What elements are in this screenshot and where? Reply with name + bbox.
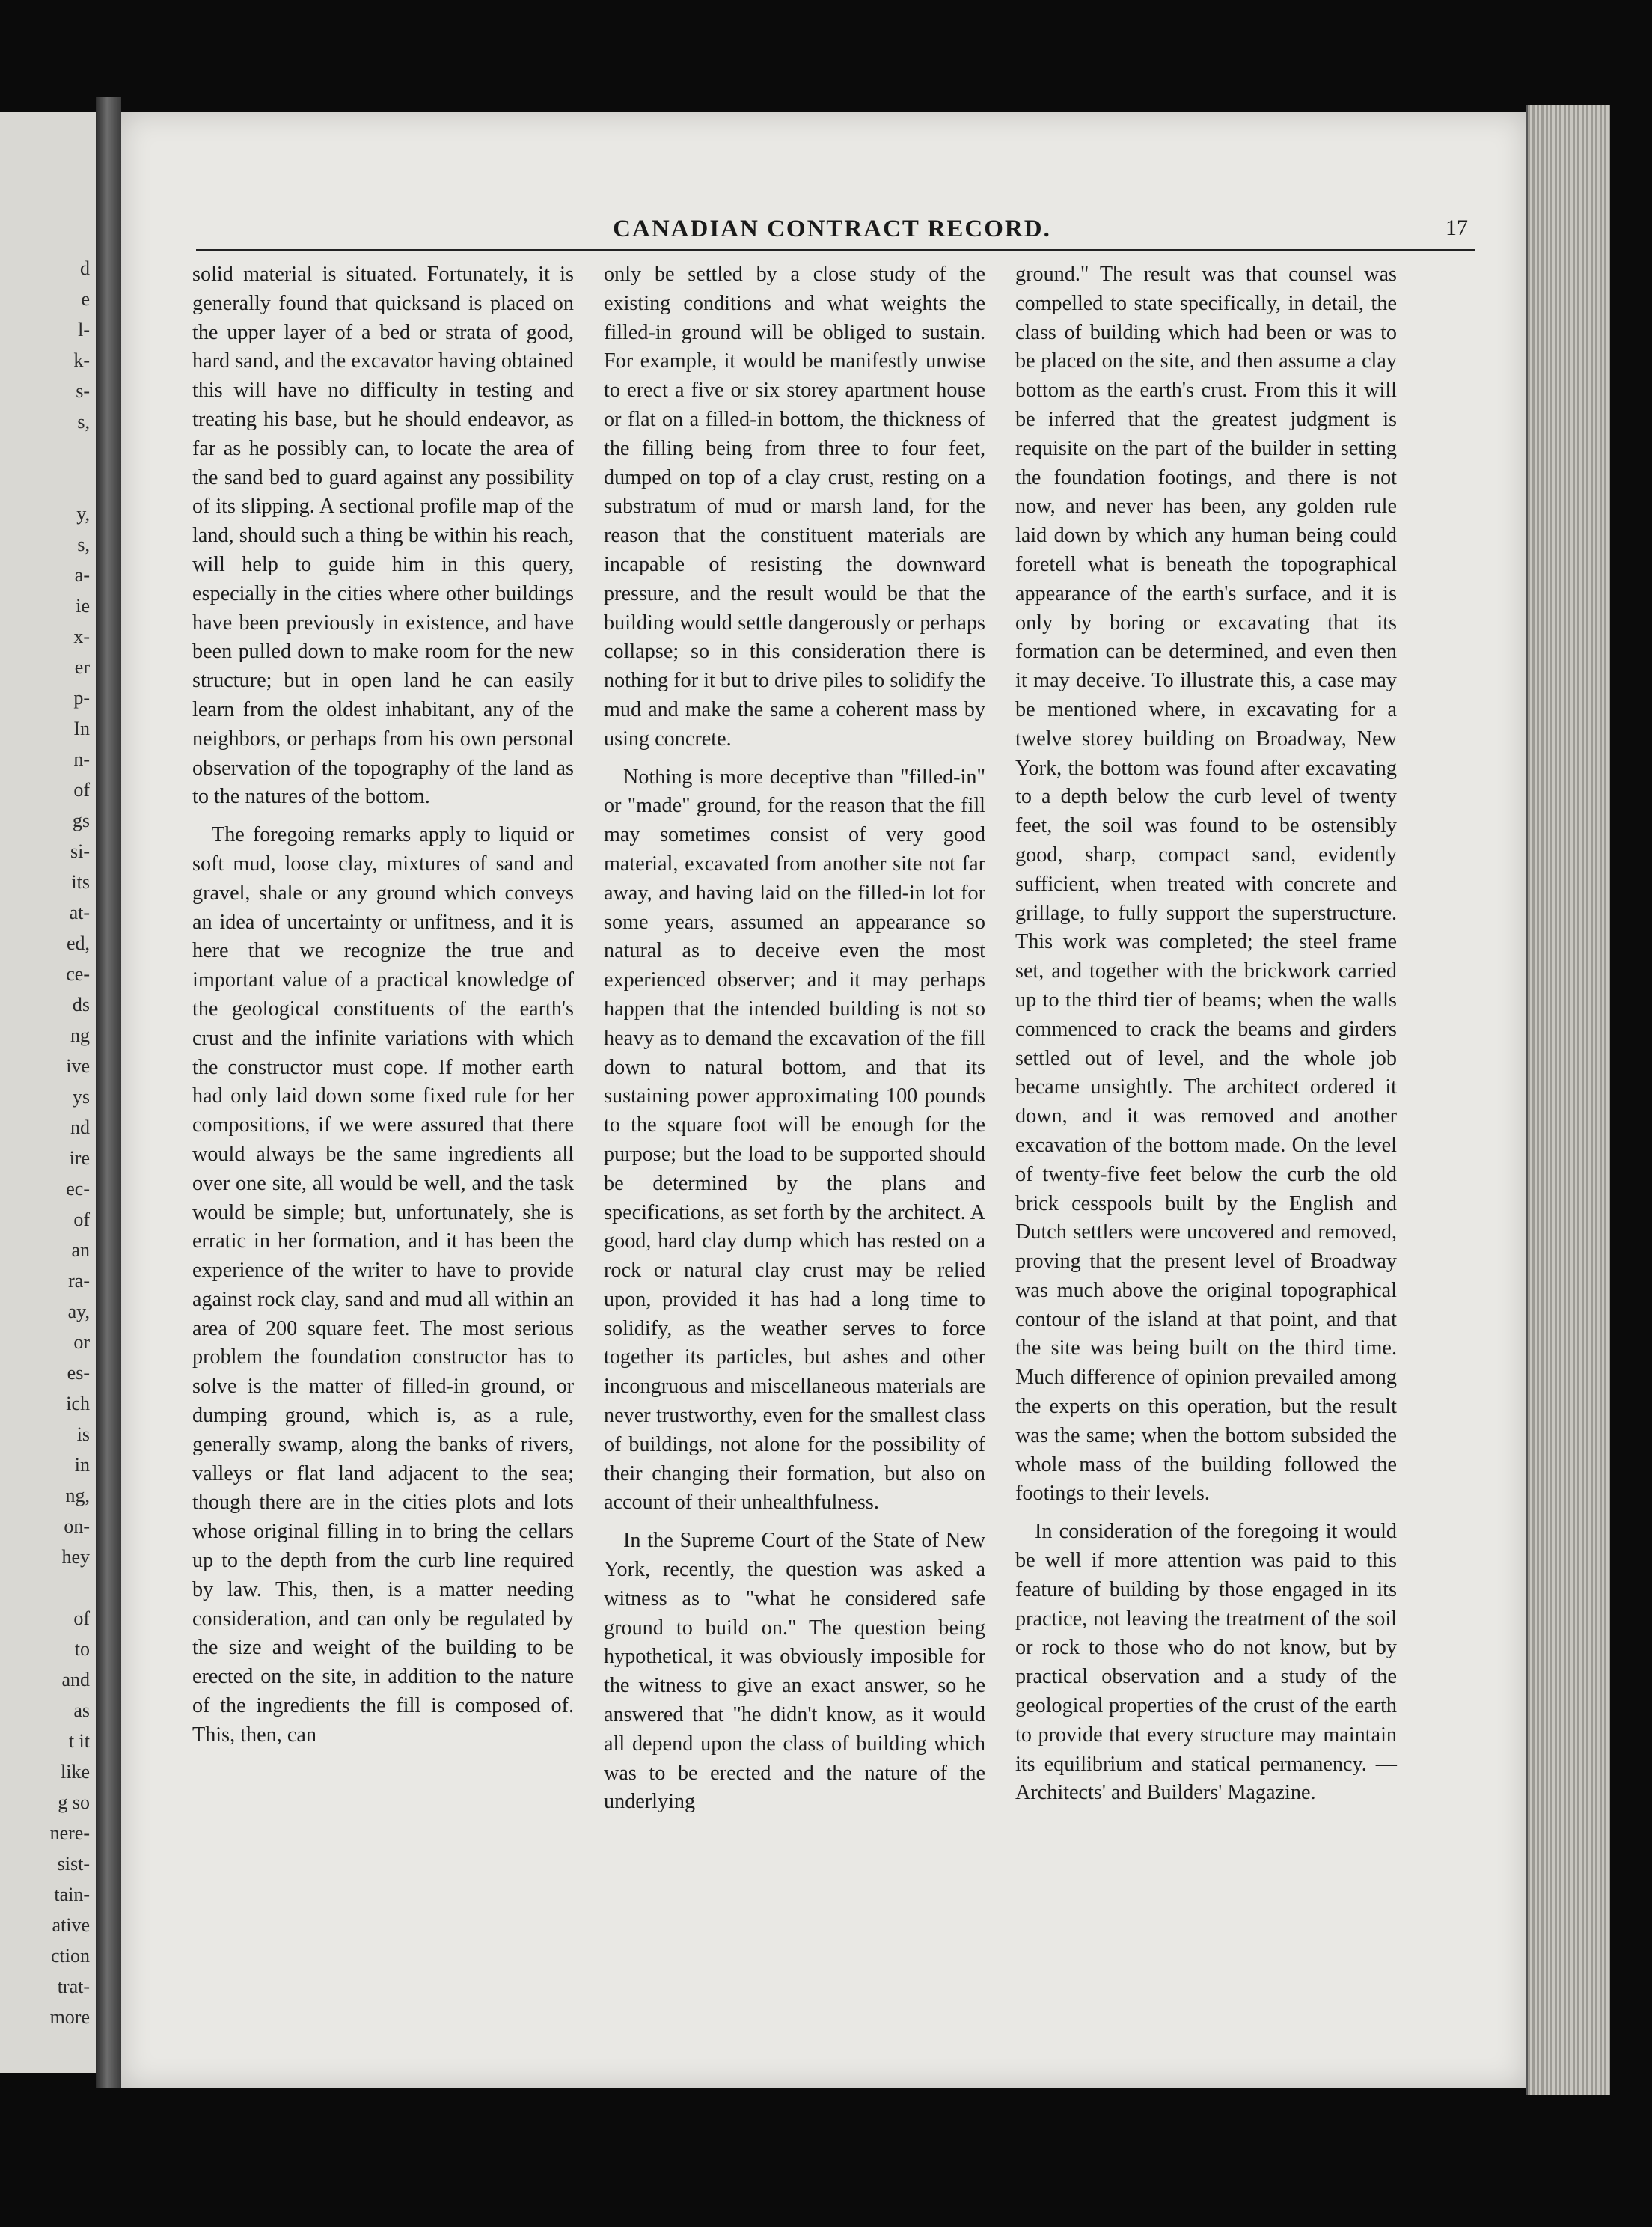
facing-page-fragment: ys (72, 1086, 90, 1108)
facing-page-fragment: tain- (54, 1884, 90, 1905)
facing-page-fragment: ay, (67, 1301, 90, 1322)
facing-page-fragment: more (49, 2006, 90, 2028)
facing-page (0, 112, 96, 2073)
facing-page-fragment: of (73, 779, 90, 801)
facing-page-fragment: nere- (49, 1822, 90, 1844)
facing-page-fragment: k- (73, 349, 90, 371)
facing-page-fragment: is (76, 1423, 90, 1445)
facing-page-fragment: s, (77, 534, 90, 555)
facing-page-fragment: its (71, 871, 90, 893)
facing-page-fragment: an (71, 1239, 90, 1261)
facing-page-fragment: and (61, 1669, 90, 1690)
facing-page-fragment: of (73, 1607, 90, 1629)
facing-page-fragment: ie (76, 595, 90, 617)
facing-page-fragment: ction (51, 1945, 90, 1967)
facing-page-fragment: ec- (66, 1178, 90, 1200)
facing-page-fragment: ed, (66, 932, 90, 954)
facing-page-fragment: t it (68, 1730, 90, 1752)
facing-page-fragment: at- (69, 902, 90, 923)
facing-page-fragment: ra- (68, 1270, 90, 1292)
facing-page-fragment: on- (64, 1515, 90, 1537)
facing-page-fragment: of (73, 1209, 90, 1230)
facing-page-fragment: sist- (57, 1853, 90, 1875)
page-edges (1526, 105, 1610, 2095)
facing-page-fragment: trat- (57, 1976, 90, 1997)
facing-page-fragment: x- (73, 626, 90, 647)
paragraph: ground." The result was that counsel was compelled to state specifically, in detail, the class of building which had been or was to be placed on the site, and then assume a clay bottom as the earth's crust. From this it will be inferred that the greatest judgment is requisite on the part of the builder in setting the foundation footings, and there is not now, and never has been, any golden rule laid down by which any human being could foretell what is beneath the topographical appearance of the earth's surface, and it is only by boring or excavating that its formation can be determined, and even then it may deceive. To illustrate this, a case may be mentioned where, in excavating for a twelve storey building on Broadway, New York, the bottom was found after excavating to a depth below the curb level of twenty feet, the soil was found to be ostensibly good, sharp, compact sand, evidently sufficient, when treated with concrete and grillage, to fully support the superstructure. This work was completed; the steel frame set, and together with the brickwork carried up to the third tier of beams; when the walls commenced to crack the beams and girders settled out of level, and the whole job became unsightly. The architect ordered it down, and it was removed and another excavation of the bottom made. On the level of twenty-five feet below the curb the old brick cesspools built by the English and Dutch settlers were uncovered and removed, proving that the present level of Broadway was much above the original topographical contour of the island at that point, and that the site was being built on the third time. Much difference of opinion prevailed among the experts on this operation, but the result was the same; when the bottom subsided the whole mass of the building followed the footings to their levels. (1015, 263, 1397, 1506)
column-1 (192, 260, 574, 1750)
facing-page-fragment: as (73, 1699, 90, 1721)
facing-page-fragment: ng, (65, 1485, 90, 1506)
facing-page-fragment: In (73, 718, 90, 739)
facing-page-fragment: n- (73, 748, 90, 770)
paragraph: only be settled by a close study of the existing conditions and what weights the filled-in ground will be obliged to sustain. For example, it would be manifestly unwise to erect a five or six storey apartment house or flat on a filled-in bottom, the thickness of the filling being from three to four feet, dumped on top of a clay crust, resting on a substratum of mud or marsh land, for the reason that the constituent materials are incapable of resisting the downward pressure, and the result would be that the building would settle dangerously or perhaps collapse; so in this consideration there is nothing for it but to drive piles to solidify the mud and make the same a coherent mass by using concrete. (604, 263, 985, 751)
header-rule (196, 249, 1475, 251)
facing-page-fragment: a- (74, 564, 90, 586)
facing-page-fragment: g so (58, 1791, 90, 1813)
facing-page-fragment: er (74, 656, 90, 678)
facing-page-fragment: s, (77, 411, 90, 433)
facing-page-fragment: nd (70, 1116, 90, 1138)
facing-page-fragment: hey (61, 1546, 90, 1568)
page-number: 17 (1446, 216, 1468, 240)
facing-page-fragment: like (61, 1761, 90, 1782)
facing-page-fragment: ds (72, 994, 90, 1015)
paragraph: In the Supreme Court of the State of New York, recently, the question was asked a witness as to "what he considered safe ground to build on." The question being hypothetical, it was obviously imposible for the witness to give an exact answer, so he answered that "he didn't know, as it would all depend upon the class of building which was to be erected and the nature of the underlying (604, 1529, 985, 1814)
paragraph: In consideration of the foregoing it would be well if more attention was paid to this feature of building by those engaged in its practice, not leaving the treatment of the soil or rock to those who do not know, but by practical observation and a study of the geological properties of the crust of the earth to provide that every structure may maintain its equilibrium and statical permanency. — Architects' and Builders' Magazine. (1015, 1520, 1397, 1805)
facing-page-fragment: ce- (66, 963, 90, 985)
paragraph: Nothing is more deceptive than "filled-in" or "made" ground, for the reason that the fill may sometimes consist of very good material, excavated from another site not far away, and having laid on the filled-in lot for some years, assumed an appearance so natural as to deceive even the most experienced observer; and it may perhaps happen that the intended building is not so heavy as to demand the excavation of the fill down to natural bottom, and that its sustaining power approximating 100 pounds to the square foot will be enough for the purpose; but the load to be supported should be determined by the plans and specifications, as set forth by the architect. A good, hard clay dump which has rested on a rock or natural clay crust may be relied upon, provided it has had a long time to solidify, as the weather serves to force together its particles, but ashes and other incongruous and miscellaneous materials are never trustworthy, even for the smallest class of buildings, not alone for the possibility of their changing their formation, but also on account of their unhealthfulness. (604, 765, 985, 1515)
facing-page-fragment: ire (69, 1147, 90, 1169)
facing-page-fragment: gs (72, 810, 90, 831)
facing-page-fragment: y, (76, 503, 90, 525)
facing-page-fragment: s- (76, 380, 90, 402)
facing-page-fragment: in (74, 1454, 90, 1476)
facing-page-fragment: or (73, 1331, 90, 1353)
paragraph: The foregoing remarks apply to liquid or soft mud, loose clay, mixtures of sand and gravel, shale or any ground which conveys an idea of uncertainty or unfitness, and it is here that we recognize the true and important value of a practical knowledge of the geological constituents of the earth's crust and the infinite variations with which the constructor must cope. If mother earth had only laid down some fixed rule for her compositions, if we were assured that there would always be the same ingredients all over one site, all would be well, and the task would be simple; but, unfortunately, she is erratic in her formation, and it has been the experience of the writer to have to provide against rock clay, sand and mud all within an area of 200 square feet. The most serious problem the foundation constructor has to solve is the matter of filled-in ground, or dumping ground, which is, as a rule, generally swamp, along the banks of rivers, valleys or flat land adjacent to the sea; though there are in the cities plots and lots whose original filling in to bring the cellars up to the depth from the curb line required by law. This, then, is a matter needing consideration, and can only be regulated by the size and weight of the building to be erected on the site, in addition to the nature of the ingredients the fill is composed of. This, then, can (192, 823, 574, 1747)
facing-page-fragment: to (74, 1638, 90, 1660)
facing-page-fragment: ive (66, 1055, 90, 1077)
page (121, 112, 1526, 2088)
paragraph: solid material is situated. Fortunately, it is generally found that quicksand is placed on the upper layer of a bed or strata of good, hard sand, and the excavator having obtained this will have no difficulty in testing and treating his base, but he should endeavor, as far as he possibly can, to locate the area of the sand bed to guard against any possibility of its slipping. A sectional profile map of the land, should such a thing be within his reach, will help to guide him in this query, especially in the cities where other buildings have been previously in existence, and have been pulled down to make room for the new structure; but in open land he can easily learn from the oldest inhabitant, any of the neighbors, or perhaps from his own personal observation of the topography of the land as to the natures of the bottom. (192, 263, 574, 809)
facing-page-fragment: es- (67, 1362, 90, 1384)
facing-page-fragment: e (81, 288, 90, 310)
book-gutter (96, 97, 121, 2088)
facing-page-fragment: ich (66, 1393, 90, 1414)
journal-title: CANADIAN CONTRACT RECORD. (613, 216, 1051, 242)
column-3 (1015, 260, 1397, 1808)
facing-page-fragment: l- (78, 319, 90, 340)
column-2 (604, 260, 985, 1817)
facing-page-fragment: ng (70, 1024, 90, 1046)
facing-page-fragment: ative (52, 1914, 90, 1936)
facing-page-fragment: p- (73, 687, 90, 709)
running-header (196, 216, 1468, 248)
facing-page-fragment: d (80, 257, 90, 279)
facing-page-fragment: si- (70, 840, 90, 862)
